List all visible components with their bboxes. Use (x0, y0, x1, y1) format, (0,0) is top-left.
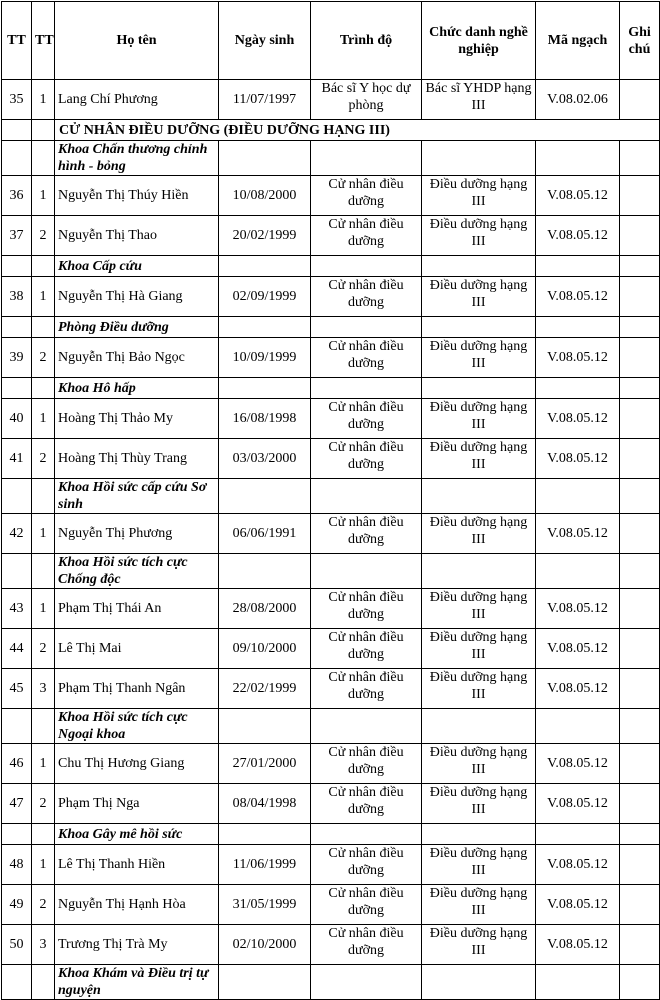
header-tt: TT (2, 2, 32, 80)
department-blank-cell (311, 317, 422, 338)
row-note (620, 176, 660, 216)
row-title: Điều dưỡng hạng III (422, 784, 536, 824)
row-name: Phạm Thị Thanh Ngân (55, 669, 219, 709)
row-tt: 48 (2, 845, 32, 885)
row-dob: 08/04/1998 (219, 784, 311, 824)
row-sub-tt: 1 (32, 176, 55, 216)
header-sub-tt: TT (32, 2, 55, 80)
row-dob: 02/09/1999 (219, 277, 311, 317)
department-blank-cell (32, 479, 55, 514)
row-level: Cử nhân điều dưỡng (311, 176, 422, 216)
row-sub-tt: 3 (32, 925, 55, 965)
row-code: V.08.05.12 (536, 277, 620, 317)
row-dob: 02/10/2000 (219, 925, 311, 965)
department-row (2, 317, 660, 338)
department-blank-cell (219, 824, 311, 845)
row-name: Lang Chí Phương (55, 80, 219, 120)
row-level: Cử nhân điều dưỡng (311, 925, 422, 965)
row-code: V.08.05.12 (536, 845, 620, 885)
row-dob: 20/02/1999 (219, 216, 311, 256)
row-note (620, 629, 660, 669)
row-name: Nguyễn Thị Thúy Hiền (55, 176, 219, 216)
row-note (620, 669, 660, 709)
row-level: Cử nhân điều dưỡng (311, 399, 422, 439)
row-level: Cử nhân điều dưỡng (311, 338, 422, 378)
row-level: Cử nhân điều dưỡng (311, 277, 422, 317)
row-sub-tt: 1 (32, 589, 55, 629)
department-blank-cell (620, 141, 660, 176)
table-row (2, 629, 660, 669)
header-dob: Ngày sinh (219, 2, 311, 80)
row-level: Bác sĩ Y học dự phòng (311, 80, 422, 120)
row-title: Điều dưỡng hạng III (422, 744, 536, 784)
department-blank-cell (219, 709, 311, 744)
row-sub-tt: 1 (32, 744, 55, 784)
row-code: V.08.05.12 (536, 399, 620, 439)
row-title: Điều dưỡng hạng III (422, 925, 536, 965)
row-code: V.08.05.12 (536, 338, 620, 378)
department-blank-cell (311, 554, 422, 589)
row-name: Nguyễn Thị Thao (55, 216, 219, 256)
row-name: Phạm Thị Nga (55, 784, 219, 824)
row-tt: 41 (2, 439, 32, 479)
department-blank-cell (536, 141, 620, 176)
header-name: Họ tên (55, 2, 219, 80)
row-title: Điều dưỡng hạng III (422, 338, 536, 378)
row-level: Cử nhân điều dưỡng (311, 669, 422, 709)
row-name: Nguyễn Thị Hạnh Hòa (55, 885, 219, 925)
department-blank-cell (219, 378, 311, 399)
department-blank-cell (536, 317, 620, 338)
department-blank-cell (620, 378, 660, 399)
table-row (2, 514, 660, 554)
department-blank-cell (2, 709, 32, 744)
row-dob: 10/08/2000 (219, 176, 311, 216)
department-blank-cell (422, 554, 536, 589)
department-blank-cell (32, 554, 55, 589)
department-row (2, 709, 660, 744)
table-row (2, 338, 660, 378)
section-blank-cell (2, 120, 32, 141)
department-blank-cell (536, 965, 620, 1000)
section-title: CỬ NHÂN ĐIỀU DƯỠNG (ĐIỀU DƯỠNG HẠNG III) (55, 120, 660, 141)
department-blank-cell (219, 141, 311, 176)
department-blank-cell (536, 554, 620, 589)
row-tt: 35 (2, 80, 32, 120)
row-name: Phạm Thị Thái An (55, 589, 219, 629)
department-blank-cell (536, 479, 620, 514)
row-tt: 40 (2, 399, 32, 439)
row-title: Điều dưỡng hạng III (422, 514, 536, 554)
row-sub-tt: 3 (32, 669, 55, 709)
row-note (620, 216, 660, 256)
row-name: Trương Thị Trà My (55, 925, 219, 965)
department-blank-cell (2, 824, 32, 845)
department-row (2, 479, 660, 514)
row-code: V.08.05.12 (536, 629, 620, 669)
department-row (2, 824, 660, 845)
row-dob: 16/08/1998 (219, 399, 311, 439)
table-row (2, 925, 660, 965)
row-sub-tt: 2 (32, 629, 55, 669)
department-blank-cell (311, 378, 422, 399)
table-row (2, 784, 660, 824)
department-blank-cell (2, 378, 32, 399)
row-tt: 46 (2, 744, 32, 784)
department-blank-cell (311, 824, 422, 845)
department-blank-cell (219, 965, 311, 1000)
header-note: Ghi chú (620, 2, 660, 80)
row-dob: 10/09/1999 (219, 338, 311, 378)
row-note (620, 338, 660, 378)
row-note (620, 277, 660, 317)
department-blank-cell (2, 479, 32, 514)
table-row (2, 589, 660, 629)
department-name: Khoa Gây mê hồi sức (55, 824, 219, 845)
row-dob: 11/07/1997 (219, 80, 311, 120)
row-code: V.08.05.12 (536, 885, 620, 925)
row-code: V.08.05.12 (536, 925, 620, 965)
row-tt: 39 (2, 338, 32, 378)
row-title: Điều dưỡng hạng III (422, 629, 536, 669)
row-name: Chu Thị Hương Giang (55, 744, 219, 784)
department-blank-cell (422, 378, 536, 399)
row-name: Hoàng Thị Thảo My (55, 399, 219, 439)
row-level: Cử nhân điều dưỡng (311, 784, 422, 824)
row-sub-tt: 2 (32, 784, 55, 824)
row-title: Điều dưỡng hạng III (422, 399, 536, 439)
department-blank-cell (32, 378, 55, 399)
department-blank-cell (2, 256, 32, 277)
row-dob: 03/03/2000 (219, 439, 311, 479)
department-blank-cell (32, 141, 55, 176)
row-tt: 50 (2, 925, 32, 965)
department-blank-cell (311, 479, 422, 514)
row-tt: 49 (2, 885, 32, 925)
row-name: Nguyễn Thị Hà Giang (55, 277, 219, 317)
row-title: Bác sĩ YHDP hạng III (422, 80, 536, 120)
row-sub-tt: 1 (32, 514, 55, 554)
row-sub-tt: 1 (32, 399, 55, 439)
department-blank-cell (311, 709, 422, 744)
row-tt: 43 (2, 589, 32, 629)
department-row (2, 141, 660, 176)
department-blank-cell (422, 256, 536, 277)
row-name: Nguyễn Thị Phương (55, 514, 219, 554)
department-blank-cell (422, 824, 536, 845)
row-sub-tt: 2 (32, 216, 55, 256)
row-title: Điều dưỡng hạng III (422, 589, 536, 629)
department-blank-cell (536, 824, 620, 845)
row-sub-tt: 1 (32, 277, 55, 317)
row-tt: 45 (2, 669, 32, 709)
row-title: Điều dưỡng hạng III (422, 277, 536, 317)
row-dob: 22/02/1999 (219, 669, 311, 709)
row-title: Điều dưỡng hạng III (422, 216, 536, 256)
row-dob: 27/01/2000 (219, 744, 311, 784)
row-tt: 47 (2, 784, 32, 824)
department-blank-cell (422, 709, 536, 744)
row-tt: 37 (2, 216, 32, 256)
department-blank-cell (311, 965, 422, 1000)
row-note (620, 845, 660, 885)
row-note (620, 744, 660, 784)
department-blank-cell (536, 256, 620, 277)
row-code: V.08.02.06 (536, 80, 620, 120)
department-blank-cell (32, 709, 55, 744)
row-level: Cử nhân điều dưỡng (311, 629, 422, 669)
table-row (2, 744, 660, 784)
department-blank-cell (422, 141, 536, 176)
row-level: Cử nhân điều dưỡng (311, 439, 422, 479)
department-name: Khoa Hô hấp (55, 378, 219, 399)
section-blank-cell (32, 120, 55, 141)
row-dob: 31/05/1999 (219, 885, 311, 925)
department-blank-cell (311, 141, 422, 176)
row-note (620, 925, 660, 965)
row-level: Cử nhân điều dưỡng (311, 589, 422, 629)
table-row (2, 885, 660, 925)
department-name: Khoa Hồi sức cấp cứu Sơ sinh (55, 479, 219, 514)
department-blank-cell (219, 256, 311, 277)
row-dob: 28/08/2000 (219, 589, 311, 629)
row-code: V.08.05.12 (536, 514, 620, 554)
row-title: Điều dưỡng hạng III (422, 885, 536, 925)
row-name: Lê Thị Thanh Hiền (55, 845, 219, 885)
row-tt: 42 (2, 514, 32, 554)
department-blank-cell (311, 256, 422, 277)
department-blank-cell (422, 479, 536, 514)
row-level: Cử nhân điều dưỡng (311, 744, 422, 784)
row-dob: 06/06/1991 (219, 514, 311, 554)
department-blank-cell (32, 824, 55, 845)
row-tt: 36 (2, 176, 32, 216)
section-heading-row (2, 120, 660, 141)
row-note (620, 885, 660, 925)
row-note (620, 80, 660, 120)
department-blank-cell (620, 824, 660, 845)
department-blank-cell (620, 479, 660, 514)
table-row (2, 80, 660, 120)
department-blank-cell (620, 256, 660, 277)
row-code: V.08.05.12 (536, 589, 620, 629)
department-blank-cell (620, 709, 660, 744)
department-blank-cell (620, 554, 660, 589)
department-name: Khoa Chấn thương chỉnh hình - bỏng (55, 141, 219, 176)
department-name: Khoa Khám và Điều trị tự nguyện (55, 965, 219, 1000)
row-tt: 44 (2, 629, 32, 669)
staff-table (1, 1, 660, 1000)
header-code: Mã ngạch (536, 2, 620, 80)
row-code: V.08.05.12 (536, 669, 620, 709)
row-level: Cử nhân điều dưỡng (311, 845, 422, 885)
row-dob: 11/06/1999 (219, 845, 311, 885)
header-level: Trình độ (311, 2, 422, 80)
row-code: V.08.05.12 (536, 784, 620, 824)
row-tt: 38 (2, 277, 32, 317)
header-title: Chức danh nghề nghiệp (422, 2, 536, 80)
row-code: V.08.05.12 (536, 744, 620, 784)
row-title: Điều dưỡng hạng III (422, 669, 536, 709)
table-row (2, 277, 660, 317)
row-level: Cử nhân điều dưỡng (311, 885, 422, 925)
row-title: Điều dưỡng hạng III (422, 439, 536, 479)
row-name: Nguyễn Thị Bảo Ngọc (55, 338, 219, 378)
department-blank-cell (536, 378, 620, 399)
department-blank-cell (2, 554, 32, 589)
department-name: Khoa Hồi sức tích cực Chống độc (55, 554, 219, 589)
header-row (2, 2, 660, 80)
row-title: Điều dưỡng hạng III (422, 176, 536, 216)
row-name: Hoàng Thị Thùy Trang (55, 439, 219, 479)
department-blank-cell (219, 479, 311, 514)
table-row (2, 439, 660, 479)
department-row (2, 256, 660, 277)
department-blank-cell (32, 317, 55, 338)
department-blank-cell (219, 317, 311, 338)
department-row (2, 554, 660, 589)
department-row (2, 378, 660, 399)
row-level: Cử nhân điều dưỡng (311, 216, 422, 256)
department-blank-cell (2, 965, 32, 1000)
department-blank-cell (2, 141, 32, 176)
department-name: Khoa Hồi sức tích cực Ngoại khoa (55, 709, 219, 744)
department-blank-cell (32, 256, 55, 277)
department-blank-cell (422, 317, 536, 338)
table-row (2, 216, 660, 256)
row-sub-tt: 2 (32, 439, 55, 479)
table-row (2, 399, 660, 439)
row-title: Điều dưỡng hạng III (422, 845, 536, 885)
department-name: Phòng Điều dưỡng (55, 317, 219, 338)
row-note (620, 514, 660, 554)
row-level: Cử nhân điều dưỡng (311, 514, 422, 554)
department-row (2, 965, 660, 1000)
row-code: V.08.05.12 (536, 439, 620, 479)
department-blank-cell (536, 709, 620, 744)
table-row (2, 845, 660, 885)
table-row (2, 669, 660, 709)
row-sub-tt: 2 (32, 338, 55, 378)
row-name: Lê Thị Mai (55, 629, 219, 669)
department-blank-cell (32, 965, 55, 1000)
row-code: V.08.05.12 (536, 216, 620, 256)
row-sub-tt: 2 (32, 885, 55, 925)
department-blank-cell (2, 317, 32, 338)
department-blank-cell (219, 554, 311, 589)
department-blank-cell (620, 317, 660, 338)
department-blank-cell (620, 965, 660, 1000)
department-name: Khoa Cấp cứu (55, 256, 219, 277)
row-note (620, 399, 660, 439)
department-blank-cell (422, 965, 536, 1000)
table-row (2, 176, 660, 216)
row-sub-tt: 1 (32, 80, 55, 120)
row-code: V.08.05.12 (536, 176, 620, 216)
row-sub-tt: 1 (32, 845, 55, 885)
row-note (620, 589, 660, 629)
row-dob: 09/10/2000 (219, 629, 311, 669)
row-note (620, 784, 660, 824)
row-note (620, 439, 660, 479)
